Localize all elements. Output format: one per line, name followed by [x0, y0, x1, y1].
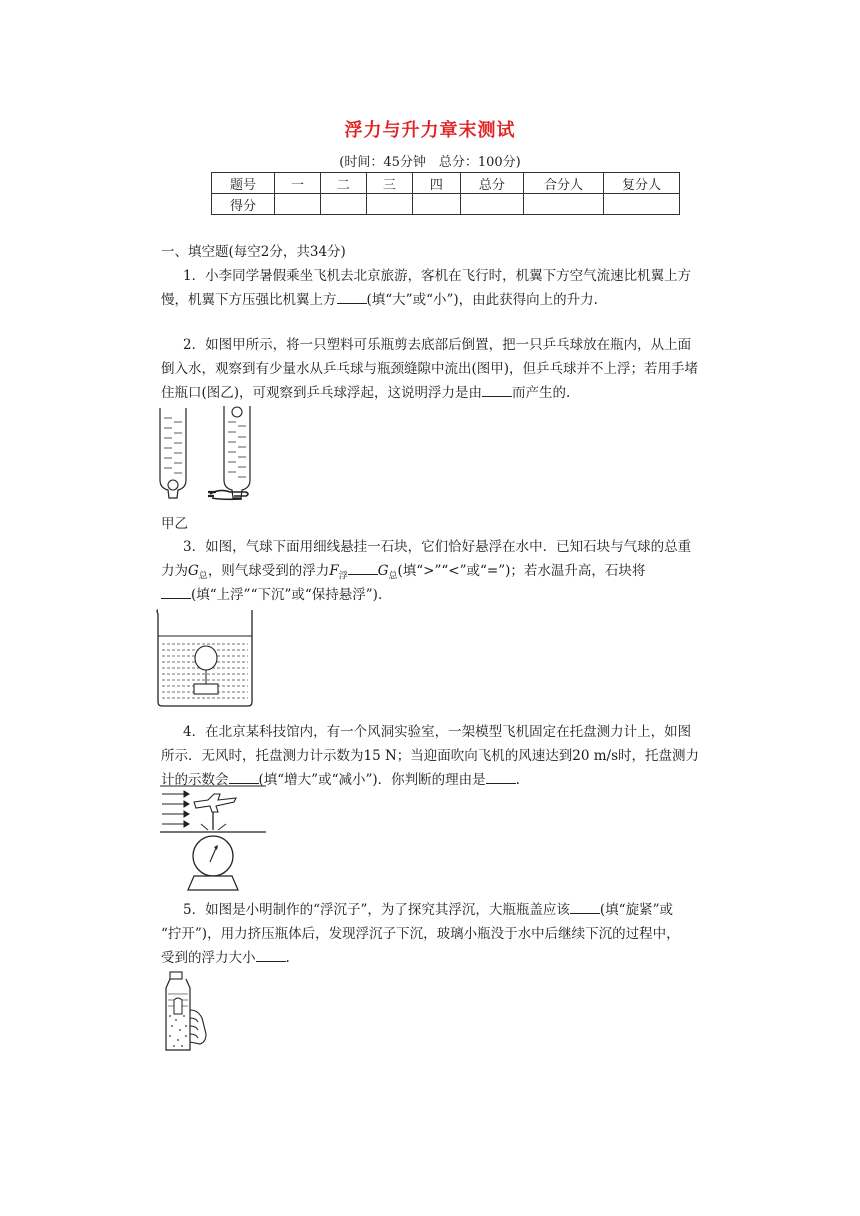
- q2-figure-caption: 甲乙: [161, 516, 188, 532]
- q4-line1: 4．在北京某科技馆内，有一个风洞实验室，一架模型飞机固定在托盘测力计上，如图: [183, 724, 692, 740]
- q1-text-a: 慢，机翼下方压强比机翼上方: [161, 292, 337, 308]
- q3-beaker-figure: [150, 606, 260, 710]
- score-header-cell: 一: [275, 173, 321, 194]
- q3-text-b: ，则气球受到的浮力: [207, 563, 330, 579]
- q2-bottles-figure: [150, 402, 260, 504]
- q5-line2: “拧开”)，用力挤压瓶体后，发现浮沉子下沉，玻璃小瓶没于水中后继续下沉的过程中，: [161, 926, 680, 942]
- q3-text-d: (填“上浮”“下沉”或“保持悬浮”).: [191, 587, 383, 603]
- q4-answer-blank-2[interactable]: [486, 769, 516, 784]
- q3-line1: 3．如图，气球下面用细线悬挂一石块，它们恰好悬浮在水中．已知石块与气球的总重: [183, 539, 692, 555]
- q4-wind-tunnel-figure: [156, 784, 268, 896]
- q3-sub-float: 浮: [338, 571, 348, 582]
- q5-line3: [161, 946, 290, 970]
- q4-text-b: (填“增大”或“减小”)．你判断的理由是: [258, 772, 486, 788]
- bottle-b-figure: [208, 406, 250, 499]
- section-heading: 一、填空题(每空2分，共34分): [161, 244, 346, 260]
- q3-symbol-f: F: [329, 563, 339, 579]
- page-title: 浮力与升力章末测试: [344, 120, 516, 141]
- q5-text-b: (填“旋紧”或: [599, 902, 673, 918]
- bottle-cap: [170, 972, 182, 979]
- q5-answer-blank-1[interactable]: [570, 899, 600, 914]
- q3-answer-blank-2[interactable]: [161, 584, 191, 599]
- score-table: [211, 172, 680, 215]
- q5-answer-blank-2[interactable]: [256, 947, 286, 962]
- score-header-cell: 总分: [460, 173, 523, 194]
- stone-figure: [194, 684, 218, 694]
- q3-text-a: 力为: [161, 563, 188, 579]
- score-cell[interactable]: [523, 194, 603, 215]
- score-table-header-row: [212, 173, 680, 194]
- q1-line2: [161, 288, 598, 312]
- q3-answer-blank-1[interactable]: [348, 560, 378, 575]
- q4-line2: 所示．无风时，托盘测力计示数为15 N；当迎面吹向飞机的风速达到20 m/s时，托盘测力: [161, 748, 700, 764]
- hand-figure: [190, 1010, 206, 1044]
- score-cell[interactable]: [275, 194, 321, 215]
- q3-symbol-g2: G: [377, 563, 389, 579]
- wind-arrows: [162, 791, 189, 827]
- score-cell[interactable]: [412, 194, 460, 215]
- q4-answer-blank-1[interactable]: [229, 769, 259, 784]
- q1-line1: 1．小李同学暑假乘坐飞机去北京旅游，客机在飞行时，机翼下方空气流速比机翼上方: [183, 268, 692, 284]
- score-header-cell: 合分人: [523, 173, 603, 194]
- exam-meta: (时间：45分钟 总分：100分): [339, 155, 521, 170]
- balloon-figure: [195, 646, 217, 670]
- q4-text-c: .: [515, 772, 520, 788]
- q5-text-d: .: [285, 950, 290, 966]
- q2-text-a: 住瓶口(图乙)，可观察到乒乓球浮起，这说明浮力是由: [161, 385, 483, 401]
- q4-text-a: 计的示数会: [161, 772, 229, 788]
- q1-answer-blank[interactable]: [337, 289, 367, 304]
- q2-text-b: 而产生的.: [512, 385, 571, 401]
- q2-answer-blank[interactable]: [482, 382, 512, 397]
- q5-diver-bottle-figure: [156, 970, 216, 1054]
- score-table-score-row: [212, 194, 680, 215]
- q3-text-c: (填“>”“<”或“=”)；若水温升高，石块将: [397, 563, 646, 579]
- score-cell[interactable]: [366, 194, 412, 215]
- q5-text-a: 5．如图是小明制作的“浮沉子”，为了探究其浮沉，大瓶瓶盖应该: [183, 902, 570, 918]
- q3-line3: [161, 583, 382, 607]
- score-cell[interactable]: [320, 194, 366, 215]
- model-airplane: [194, 794, 236, 812]
- score-header-cell: 三: [366, 173, 412, 194]
- q2-line1: 2．如图甲所示，将一只塑料可乐瓶剪去底部后倒置，把一只乒乓球放在瓶内，从上面: [183, 337, 692, 353]
- score-cell[interactable]: [604, 194, 680, 215]
- score-header-cell: 二: [320, 173, 366, 194]
- diver-vial: [174, 998, 182, 1014]
- q3-sub-total-2: 总: [388, 571, 398, 582]
- q5-line1: [183, 898, 673, 922]
- score-cell[interactable]: [460, 194, 523, 215]
- q1-text-b: (填“大”或“小”)，由此获得向上的升力.: [366, 292, 598, 308]
- bottle-a-figure: [160, 408, 186, 498]
- q3-sub-total: 总: [198, 571, 208, 582]
- q5-text-c: 受到的浮力大小: [161, 950, 256, 966]
- score-header-cell: 题号: [212, 173, 275, 194]
- q3-symbol-g: G: [188, 563, 199, 579]
- score-header-cell: 复分人: [604, 173, 680, 194]
- score-header-cell: 四: [412, 173, 460, 194]
- q2-line2: 倒入水，观察到有少量水从乒乓球与瓶颈缝隙中流出(图甲)，但乒乓球并不上浮；若用手堵: [161, 361, 699, 377]
- score-row-label: 得分: [212, 194, 275, 215]
